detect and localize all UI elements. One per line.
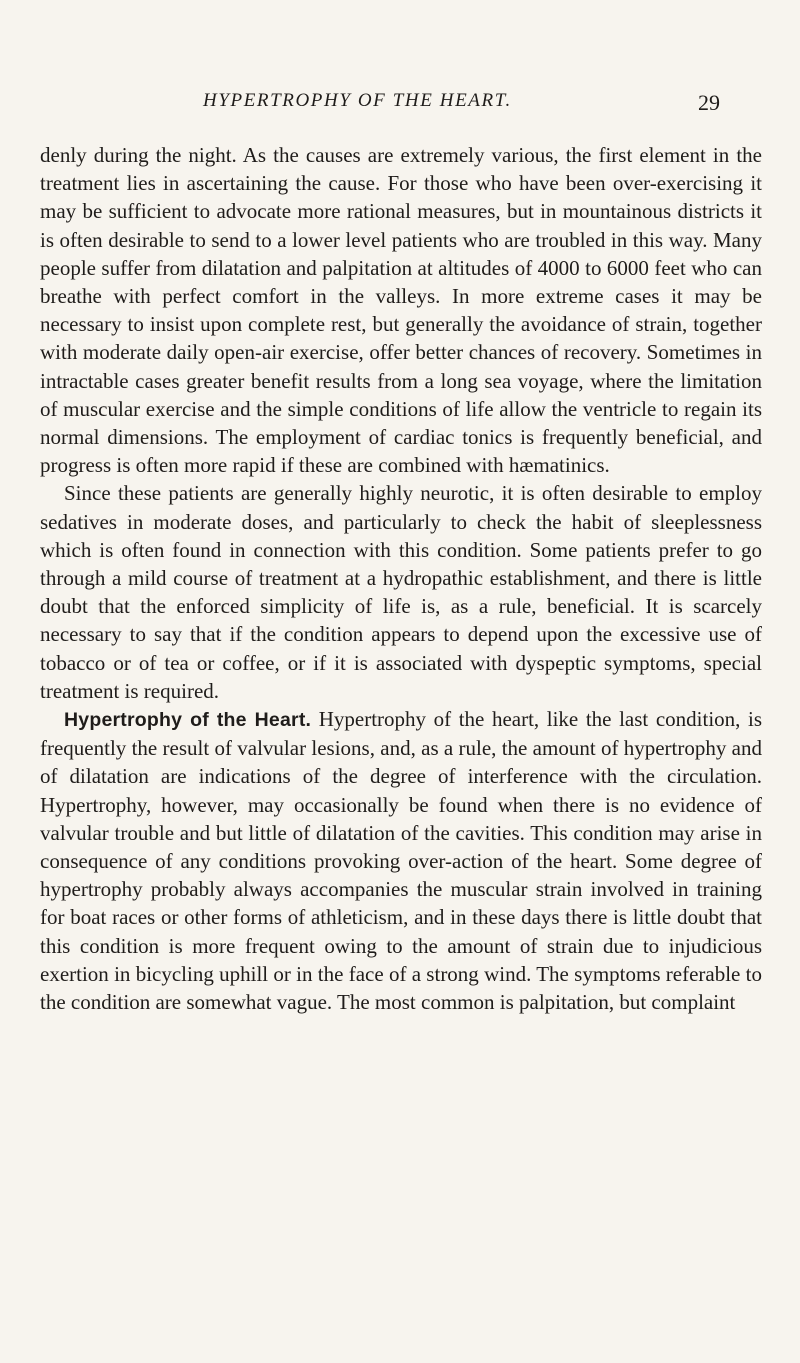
- paragraph-hypertrophy: [40, 705, 762, 1016]
- paragraph-hypertrophy-text: Hypertrophy of the heart, like the last condition, is frequently the result of valvular lesions, and, as a rule, the amount of hypertrophy and of dilatation are indications of the degree of interference with the circulation. Hypertrophy, however, may occasionally be found when there is no evidence of valvular trouble and but little of dilatation of the cavities. This condition may arise in consequence of any conditions provoking over-action of the heart. Some degree of hypertrophy probably always accompanies the muscular strain involved in training for boat races or other forms of athleticism, and in these days there is little doubt that this condition is more frequent owing to the amount of strain due to injudicious exertion in bicycling uphill or in the face of a strong wind. The symptoms referable to the condition are somewhat vague. The most common is palpitation, but complaint: [40, 707, 762, 1015]
- section-heading: Hypertrophy of the Heart.: [64, 709, 312, 732]
- running-header: [0, 90, 800, 120]
- body-text: [40, 141, 762, 1016]
- page-number: 29: [698, 90, 720, 115]
- running-title: HYPERTROPHY OF THE HEART.: [203, 90, 512, 111]
- paragraph-continuation: denly during the night. As the causes are extremely various, the first element in the treatment lies in ascertaining the cause. For those who have been over-exercising it may be sufficient to advocate more rational measures, but in mountainous districts it is often desirable to send to a lower level patients who are troubled in this way. Many people suffer from dilatation and palpitation at altitudes of 4000 to 6000 feet who can breathe with perfect comfort in the valleys. In more extreme cases it may be necessary to insist upon complete rest, but generally the avoidance of strain, together with moderate daily open-air exercise, offer better chances of recovery. Sometimes in intractable cases greater benefit results from a long sea voyage, where the limitation of muscular exercise and the simple conditions of life allow the ventricle to regain its normal dimensions. The employment of cardiac tonics is frequently beneficial, and progress is often more rapid if these are combined with hæmatinics.: [40, 143, 762, 478]
- paragraph-sedatives: Since these patients are generally highly neurotic, it is often desirable to employ sedatives in moderate doses, and particularly to check the habit of sleeplessness which is often found in connection with this condition. Some patients prefer to go through a mild course of treatment at a hydropathic establishment, and there is little doubt that the enforced simplicity of life is, as a rule, beneficial. It is scarcely necessary to say that if the condition appears to depend upon the excessive use of tobacco or of tea or coffee, or if it is associated with dyspeptic symptoms, special treatment is required.: [40, 481, 762, 703]
